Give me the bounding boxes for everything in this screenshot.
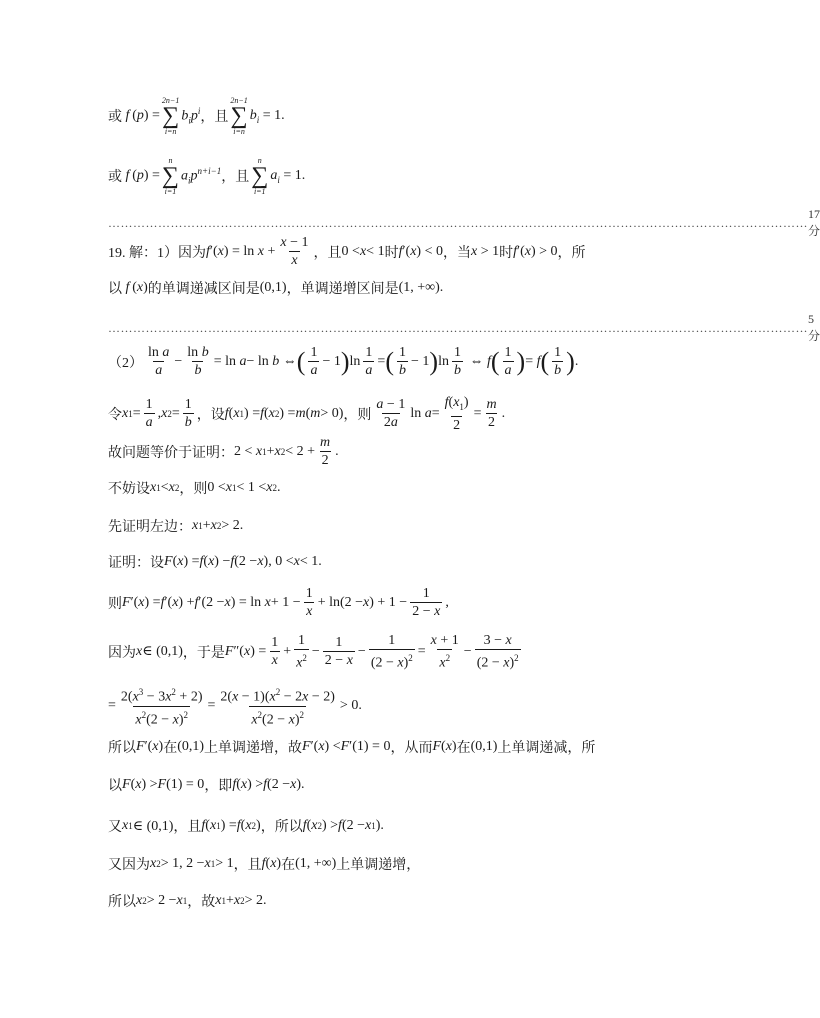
second-derivative-line: 因为 x ∈ (0,1) ，于是 F ″( x ) = $\frac{1}{x}$ + $\frac{1}{x^2}$ − $\frac{1}{2 - x}$ − $\frac{1}{(2 - x)^2}$ = $\frac{x + 1}{x^2}$ − $\frac{3 - x}{(2 - x)^2}$ <box>108 633 519 671</box>
assume-line: 不妨设 x 1 < x 2 ，则 0 < x 1 < 1 < x 2 . <box>108 480 281 497</box>
text: 以 <box>108 779 122 794</box>
text-qie: ，且 <box>200 110 229 125</box>
text-q19e: 时 <box>499 245 514 261</box>
text: 的单调递减区间是 <box>147 282 260 297</box>
text-q19: 19. 解：1）因为 <box>108 245 206 261</box>
dot-leader: …………………………………………………………………………………………………………………………………………………… <box>108 320 808 335</box>
text: 先证明左边： <box>108 520 192 535</box>
text: 令 <box>108 407 122 423</box>
text: ，设 <box>196 407 225 423</box>
text: ，则 <box>343 407 372 423</box>
sum-sign: 2n−1 ∑ i=n <box>161 96 180 136</box>
monotonic-line: 所以 F ′( x ) 在 (0,1) 上单调递增，故 F ′( x ) < F ′(1) = 0 ，从而 F ( x ) 在 (0,1) 上单调递减，所 <box>108 739 596 756</box>
text: 则 <box>108 596 122 612</box>
text: ，于是 <box>182 645 225 661</box>
text: 证明：设 <box>108 556 164 571</box>
text: 在 <box>163 741 178 756</box>
text: ，故 <box>187 895 216 910</box>
let-line: 令 x 1 = $\frac{1}{a}$ , x 2 = $\frac{1}{b}$ ，设 f ( x 1 ) = f ( x 2 ) = m ( m > 0) ，则 $\frac{a - 1}{2a}$ ln a = $\frac{f(x_1)}{2}$ = $\frac{m}{2}$ . <box>108 395 506 433</box>
text: . <box>439 280 444 295</box>
conclusion-line-3: 又因为 x 2 > 1, 2 − x 1 > 1 ，且 f ( x ) 在 (1, +∞) 上单调递增， <box>108 856 421 873</box>
equivalent-line: 故问题等价于证明： 2 < x 1 + x 2 < 2 + $\frac{m}{2}$ . <box>108 435 339 468</box>
text: 在 <box>456 741 471 756</box>
text: 上单调递减，所 <box>497 741 596 756</box>
simplify-line: = $\frac{2(x^3 - 3x^2 + 2)}{x^2(2 - x)^2}$ = $\frac{2(x - 1)(x^2 - 2x - 2)}{x^2(2 - x)^2}$ > 0. <box>108 687 362 728</box>
formula-line-2: 或 f ( p ) = n ∑ i=1 $a_ip^{n+i-1}$ ，且 n ∑ i=1 $a_i$ = 1. <box>108 156 306 196</box>
text: ，且 <box>233 858 262 873</box>
text: ，从而 <box>390 741 433 756</box>
text: （2） <box>108 355 143 371</box>
text-q19d: ，当 <box>442 245 471 261</box>
text: 因为 <box>108 645 136 661</box>
sum-sign: 2n−1 ∑ i=n <box>230 96 248 136</box>
text: ，所以 <box>260 820 303 835</box>
text-huo: 或 <box>108 110 122 125</box>
text: 不妨设 <box>108 482 150 497</box>
formula-line-1: 或 f ( p ) = 2n−1 ∑ i=n $b_ip^i$ ，且 2n−1 ∑ i=n $b_i$ = 1. <box>108 96 285 136</box>
conclusion-line-2: 又 x 1 ∈ (0,1) ，且 f ( x 1 ) = f ( x 2 ) ，所以 f ( x 2 ) > f (2 − x 1 ). <box>108 818 384 835</box>
text-q19b: ，且 <box>313 245 342 261</box>
text: ，且 <box>173 820 202 835</box>
text: 故问题等价于证明： <box>108 445 234 461</box>
text: 以 <box>108 282 122 297</box>
text: ，单调递增区间是 <box>286 282 399 297</box>
proof-def-line: 证明：设 F ( x ) = f ( x ) − f (2 − x ), 0 < x < 1. <box>108 554 322 571</box>
part2-line: （2） $\frac{\text{ln a}}{a}$ − $\frac{\text{ln b}}{b}$ = ln a − ln b ⇔ ( $\frac{1}{a}$ − 1 ) ln $\frac{1}{a}$ = ( $\frac{1}{b}$ − 1 ) ln $\frac{1}{b}$ ⇔ f ( $\frac{1}{a}$ ) = f ( $\frac{1}{b}$ ) . <box>108 345 579 378</box>
text-q19f: ，所 <box>557 245 586 261</box>
text-q19c: 时 <box>384 245 399 261</box>
text: ，则 <box>179 482 208 497</box>
dot-leader: …………………………………………………………………………………………………………………………………………………… <box>108 215 808 230</box>
text: 上单调递增， <box>336 858 421 873</box>
solution-19-line-1: 19. 解：1）因为 f ′( x ) = ln x + $\frac{x - 1}{x}$ ，且 0 < x < 1 时 f ′( x ) < 0 ，当 x > 1 时 f ′( x ) > 0 ，所 <box>108 235 586 268</box>
text: 所以 <box>108 741 136 756</box>
score-line-5 <box>108 312 820 344</box>
derivative-line: 则 F ′( x ) = f ′( x ) + f ′(2 − x ) = ln x + 1 − $\frac{1}{x}$ + ln(2 − x ) + 1 − $\frac{1}{2 - x}$ , <box>108 586 449 619</box>
text-qie: ，且 <box>221 170 250 185</box>
text-huo: 或 <box>108 170 122 185</box>
score-17: 17 分 <box>808 207 820 238</box>
sum-sign: n ∑ i=1 <box>161 156 180 196</box>
sum-sign: n ∑ i=1 <box>251 156 269 196</box>
text: 又因为 <box>108 858 150 873</box>
left-side-line: 先证明左边： x 1 + x 2 > 2. <box>108 518 244 535</box>
text: 上单调递增，故 <box>204 741 303 756</box>
solution-19-line-2: 以 f ( x ) 的单调递减区间是 (0,1) ，单调递增区间是 (1, +∞) . <box>108 280 444 297</box>
conclusion-line-1: 以 F ( x ) > F (1) = 0 ，即 f ( x ) > f (2 − x ). <box>108 777 305 794</box>
text: 在 <box>281 858 296 873</box>
score-5: 5 分 <box>808 312 820 343</box>
conclusion-line-4: 所以 x 2 > 2 − x 1 ，故 x 1 + x 2 > 2. <box>108 893 267 910</box>
text: ，即 <box>204 779 233 794</box>
text: 所以 <box>108 895 136 910</box>
text: 又 <box>108 820 122 835</box>
